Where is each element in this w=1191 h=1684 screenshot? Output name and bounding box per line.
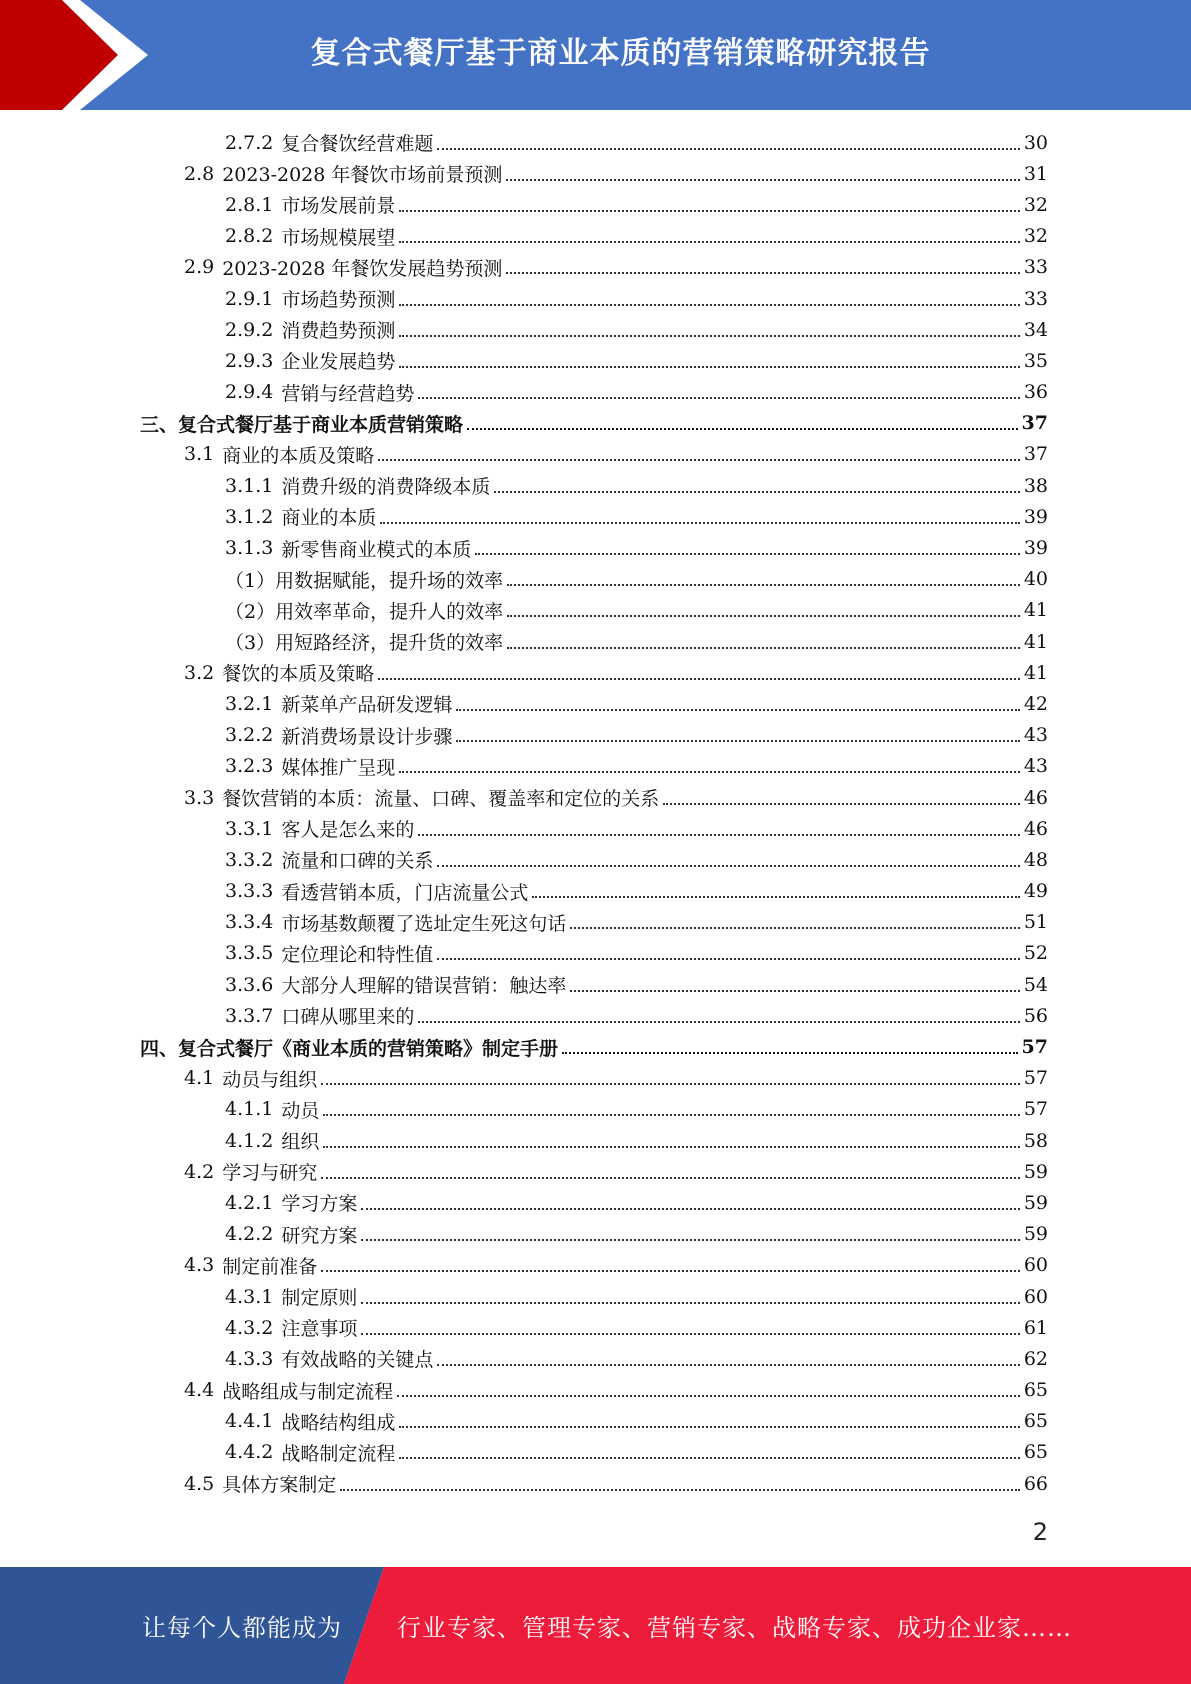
toc-entry[interactable] (140, 158, 1048, 189)
toc-entry-page: 39 (1023, 537, 1048, 560)
toc-entry-page: 34 (1023, 318, 1048, 341)
toc-dot-leader (399, 771, 1019, 773)
toc-entry-number: 3.3.3 (225, 880, 274, 903)
toc-entry-number: 2.8.1 (225, 193, 274, 216)
toc-entry-title: 市场基数颠覆了选址定生死这句话 (281, 912, 567, 935)
toc-entry-title: 动员 (281, 1099, 320, 1122)
toc-dot-leader (399, 241, 1019, 243)
toc-entry-page: 33 (1023, 256, 1048, 279)
toc-entry-number: 4.3.1 (225, 1285, 274, 1308)
toc-dot-leader (507, 584, 1020, 586)
toc-entry[interactable] (140, 751, 1048, 782)
toc-entry[interactable] (140, 1312, 1048, 1343)
toc-entry-title: 新零售商业模式的本质 (281, 538, 472, 561)
toc-entry-title: 战略制定流程 (281, 1442, 396, 1465)
toc-entry-number: 4.2.2 (225, 1223, 274, 1246)
toc-entry[interactable] (140, 720, 1048, 751)
toc-entry-title: 企业发展趋势 (281, 351, 396, 374)
footer-slogan-left: 让每个人都能成为 (142, 1614, 342, 1642)
toc-entry-number: 3.1.2 (225, 505, 274, 528)
toc-dot-leader (663, 803, 1020, 805)
toc-entry[interactable] (140, 439, 1048, 470)
toc-entry[interactable] (140, 595, 1048, 626)
toc-entry-title: 客人是怎么来的 (281, 819, 415, 842)
toc-dot-leader (378, 459, 1020, 461)
toc-dot-leader (418, 834, 1019, 836)
toc-entry[interactable] (140, 626, 1048, 657)
toc-entry[interactable] (140, 1125, 1048, 1156)
toc-entry[interactable] (140, 189, 1048, 220)
toc-entry[interactable] (140, 345, 1048, 376)
toc-entry-page: 65 (1023, 1379, 1048, 1402)
toc-entry-title: 研究方案 (281, 1224, 358, 1247)
toc-dot-leader (418, 397, 1019, 399)
toc-entry[interactable] (140, 938, 1048, 969)
toc-entry-title: 学习方案 (281, 1193, 358, 1216)
toc-dot-leader (397, 1395, 1020, 1397)
toc-entry[interactable] (140, 1187, 1048, 1218)
toc-entry-page: 40 (1023, 568, 1048, 591)
toc-entry-title: 2023-2028 年餐饮市场前景预测 (222, 164, 503, 187)
toc-entry-number: 3.2.2 (225, 724, 274, 747)
page-header (0, 0, 1191, 110)
toc-entry-title: 有效战略的关键点 (281, 1349, 434, 1372)
toc-entry-title: 制定前准备 (222, 1255, 318, 1278)
toc-entry-number: 4.2.1 (225, 1191, 274, 1214)
toc-dot-leader (467, 428, 1018, 430)
toc-entry-page: 48 (1023, 848, 1048, 871)
toc-entry-page: 62 (1023, 1347, 1048, 1370)
toc-entry-page: 65 (1023, 1441, 1048, 1464)
toc-entry[interactable] (140, 1281, 1048, 1312)
toc-entry-number: 4.3.2 (225, 1316, 274, 1339)
toc-entry[interactable] (140, 127, 1048, 158)
toc-entry-title: 市场规模展望 (281, 226, 396, 249)
toc-dot-leader (378, 678, 1020, 680)
toc-entry-title: 消费趋势预测 (281, 320, 396, 343)
toc-entry-page: 58 (1023, 1129, 1048, 1152)
toc-entry[interactable] (140, 1156, 1048, 1187)
toc-entry[interactable] (140, 688, 1048, 719)
toc-entry-title: 营销与经营趋势 (281, 382, 415, 405)
toc-entry-number: 4.1 (184, 1067, 215, 1090)
toc-dot-leader (399, 210, 1019, 212)
toc-entry-number: 3.3 (184, 786, 215, 809)
toc-entry-title: 市场趋势预测 (281, 289, 396, 312)
toc-entry-number: 2.7.2 (225, 131, 274, 154)
toc-entry-number: 4.1.1 (225, 1098, 274, 1121)
toc-entry-title: 战略结构组成 (281, 1411, 396, 1434)
toc-entry-page: 66 (1023, 1472, 1048, 1495)
toc-entry-page: 41 (1023, 661, 1048, 684)
toc-entry-title: 组织 (281, 1131, 320, 1154)
toc-entry[interactable] (140, 969, 1048, 1000)
toc-entry[interactable] (140, 1063, 1048, 1094)
toc-dot-leader (570, 927, 1019, 929)
toc-entry-page: 33 (1023, 287, 1048, 310)
toc-entry-title: 用效率革命，提升人的效率 (275, 600, 504, 623)
toc-entry[interactable] (140, 844, 1048, 875)
toc-entry[interactable] (140, 470, 1048, 501)
toc-entry[interactable] (140, 782, 1048, 813)
toc-dot-leader (506, 179, 1019, 181)
toc-entry-title: 用短路经济，提升货的效率 (275, 632, 504, 655)
toc-entry-page: 60 (1023, 1254, 1048, 1277)
page-number: 2 (1032, 1518, 1048, 1546)
toc-entry-page: 38 (1023, 474, 1048, 497)
toc-entry-title: 看透营销本质，门店流量公式 (281, 881, 529, 904)
toc-dot-leader (399, 1426, 1019, 1428)
toc-entry-page: 32 (1023, 225, 1048, 248)
toc-entry-title: 消费升级的消费降级本质 (281, 476, 491, 499)
toc-entry[interactable] (140, 1375, 1048, 1406)
toc-entry[interactable] (140, 813, 1048, 844)
toc-entry-number: 2.9 (184, 256, 215, 279)
toc-dot-leader (494, 491, 1019, 493)
toc-entry-number: 3.3.2 (225, 848, 274, 871)
toc-dot-leader (507, 615, 1020, 617)
toc-entry[interactable] (140, 1468, 1048, 1499)
toc-entry[interactable] (140, 907, 1048, 938)
toc-entry-number: （3） (225, 632, 276, 655)
toc-entry[interactable] (140, 252, 1048, 283)
toc-entry-title: 战略组成与制定流程 (222, 1380, 394, 1403)
toc-entry-number: 4.2 (184, 1160, 215, 1183)
toc-entry[interactable] (140, 377, 1048, 408)
toc-dot-leader (361, 1302, 1019, 1304)
toc-entry-page: 49 (1023, 880, 1048, 903)
toc-dot-leader (506, 272, 1019, 274)
toc-entry-title: 餐饮营销的本质：流量、口碑、覆盖率和定位的关系 (222, 788, 660, 811)
toc-entry-number: 3.3.6 (225, 973, 274, 996)
toc-entry-page: 31 (1023, 162, 1048, 185)
toc-entry-number: 2.9.2 (225, 318, 274, 341)
toc-entry-title: 制定原则 (281, 1287, 358, 1310)
toc-entry-number: 三、 (140, 413, 179, 436)
toc-entry-page: 52 (1023, 942, 1048, 965)
toc-entry-page: 51 (1023, 911, 1048, 934)
toc-entry-number: 4.4 (184, 1379, 215, 1402)
toc-dot-leader (361, 1239, 1019, 1241)
toc-entry-title: 商业的本质 (281, 507, 377, 530)
toc-entry-title: 复合餐饮经营难题 (281, 133, 434, 156)
toc-dot-leader (437, 148, 1019, 150)
toc-entry[interactable] (140, 283, 1048, 314)
toc-entry[interactable] (140, 501, 1048, 532)
toc-entry[interactable] (140, 1219, 1048, 1250)
toc-entry[interactable] (140, 1437, 1048, 1468)
toc-entry-page: 60 (1023, 1285, 1048, 1308)
toc-entry-number: （1） (225, 569, 276, 592)
toc-entry-title: 学习与研究 (222, 1162, 318, 1185)
toc-entry-title: 复合式餐厅基于商业本质营销策略 (178, 413, 464, 436)
toc-entry-number: 2.8.2 (225, 225, 274, 248)
toc-entry-page: 37 (1021, 412, 1048, 435)
toc-entry[interactable] (140, 564, 1048, 595)
toc-entry-number: 3.3.4 (225, 911, 274, 934)
toc-dot-leader (437, 865, 1019, 867)
toc-entry-page: 30 (1023, 131, 1048, 154)
toc-entry-page: 65 (1023, 1410, 1048, 1433)
toc-entry-page: 43 (1023, 755, 1048, 778)
toc-entry[interactable] (140, 657, 1048, 688)
toc-entry-page: 42 (1023, 692, 1048, 715)
toc-dot-leader (399, 335, 1019, 337)
toc-entry-page: 46 (1023, 817, 1048, 840)
toc-dot-leader (437, 958, 1019, 960)
toc-entry[interactable] (140, 1031, 1048, 1062)
toc-entry-number: 3.2 (184, 661, 215, 684)
toc-entry-page: 57 (1021, 1036, 1048, 1059)
toc-dot-leader (361, 1208, 1019, 1210)
toc-entry-number: 4.3 (184, 1254, 215, 1277)
toc-entry-number: 3.1.1 (225, 474, 274, 497)
toc-dot-leader (361, 1333, 1019, 1335)
toc-entry-number: 2.9.4 (225, 381, 274, 404)
toc-entry-page: 39 (1023, 505, 1048, 528)
toc-entry-number: 3.3.5 (225, 942, 274, 965)
toc-entry-number: 4.3.3 (225, 1347, 274, 1370)
toc-entry-page: 43 (1023, 724, 1048, 747)
toc-entry-number: 3.3.1 (225, 817, 274, 840)
toc-entry[interactable] (140, 1250, 1048, 1281)
toc-entry-title: 注意事项 (281, 1318, 358, 1341)
toc-entry-page: 59 (1023, 1191, 1048, 1214)
toc-entry-page: 46 (1023, 786, 1048, 809)
toc-entry[interactable] (140, 314, 1048, 345)
toc-dot-leader (475, 553, 1019, 555)
toc-dot-leader (321, 1083, 1020, 1085)
toc-entry-number: 4.4.2 (225, 1441, 274, 1464)
toc-dot-leader (323, 1114, 1019, 1116)
toc-entry-number: 四、 (140, 1037, 179, 1060)
toc-dot-leader (321, 1177, 1020, 1179)
table-of-contents (140, 127, 1048, 1499)
toc-entry-title: 大部分人理解的错误营销：触达率 (281, 975, 567, 998)
toc-dot-leader (532, 896, 1019, 898)
toc-dot-leader (321, 1270, 1020, 1272)
page-footer (0, 1567, 1191, 1684)
toc-entry-page: 57 (1023, 1098, 1048, 1121)
toc-dot-leader (418, 1021, 1019, 1023)
toc-entry-number: 3.2.1 (225, 692, 274, 715)
toc-entry-page: 57 (1023, 1067, 1048, 1090)
toc-entry-title: 市场发展前景 (281, 195, 396, 218)
toc-entry-page: 59 (1023, 1160, 1048, 1183)
toc-entry-number: 4.5 (184, 1472, 215, 1495)
toc-dot-leader (399, 304, 1019, 306)
toc-entry-number: 3.3.7 (225, 1004, 274, 1027)
toc-dot-leader (323, 1146, 1019, 1148)
toc-entry-number: 2.9.3 (225, 349, 274, 372)
toc-entry-title: 复合式餐厅《商业本质的营销策略》制定手册 (178, 1037, 559, 1060)
footer-slogan-right: 行业专家、管理专家、营销专家、战略专家、成功企业家…… (397, 1614, 1072, 1642)
toc-entry[interactable] (140, 1000, 1048, 1031)
toc-entry-title: 餐饮的本质及策略 (222, 663, 375, 686)
toc-entry-number: 3.1 (184, 443, 215, 466)
toc-entry-page: 35 (1023, 349, 1048, 372)
toc-dot-leader (399, 366, 1019, 368)
toc-entry-title: 具体方案制定 (222, 1474, 337, 1497)
toc-entry-number: 4.4.1 (225, 1410, 274, 1433)
toc-entry[interactable] (140, 1094, 1048, 1125)
toc-dot-leader (399, 1457, 1019, 1459)
toc-dot-leader (340, 1489, 1020, 1491)
toc-entry-page: 59 (1023, 1223, 1048, 1246)
toc-entry-title: 商业的本质及策略 (222, 444, 375, 467)
toc-entry-page: 54 (1023, 973, 1048, 996)
toc-entry-title: 用数据赋能，提升场的效率 (275, 569, 504, 592)
red-arrow-icon (0, 0, 160, 110)
toc-entry-page: 36 (1023, 381, 1048, 404)
toc-entry-number: 4.1.2 (225, 1129, 274, 1152)
toc-entry-title: 动员与组织 (222, 1068, 318, 1091)
toc-dot-leader (380, 522, 1019, 524)
toc-dot-leader (456, 740, 1019, 742)
document-title: 复合式餐厅基于商业本质的营销策略研究报告 (310, 36, 931, 71)
toc-entry[interactable] (140, 408, 1048, 439)
toc-entry-page: 37 (1023, 443, 1048, 466)
toc-entry-number: 3.2.3 (225, 755, 274, 778)
toc-entry[interactable] (140, 532, 1048, 563)
toc-dot-leader (562, 1052, 1018, 1054)
toc-entry-page: 32 (1023, 193, 1048, 216)
toc-entry-number: （2） (225, 600, 276, 623)
toc-entry[interactable] (140, 221, 1048, 252)
toc-dot-leader (507, 647, 1020, 649)
toc-entry-page: 41 (1023, 630, 1048, 653)
toc-entry-number: 2.8 (184, 162, 215, 185)
toc-entry-page: 61 (1023, 1316, 1048, 1339)
toc-entry-title: 口碑从哪里来的 (281, 1006, 415, 1029)
toc-entry-title: 新菜单产品研发逻辑 (281, 694, 453, 717)
toc-entry-number: 2.9.1 (225, 287, 274, 310)
toc-entry-page: 56 (1023, 1004, 1048, 1027)
toc-entry-title: 2023-2028 年餐饮发展趋势预测 (222, 257, 503, 280)
toc-entry[interactable] (140, 876, 1048, 907)
toc-dot-leader (456, 709, 1019, 711)
toc-dot-leader (437, 1364, 1019, 1366)
toc-entry-title: 定位理论和特性值 (281, 943, 434, 966)
toc-entry-number: 3.1.3 (225, 537, 274, 560)
toc-entry-title: 媒体推广呈现 (281, 756, 396, 779)
toc-entry-title: 新消费场景设计步骤 (281, 725, 453, 748)
toc-dot-leader (570, 990, 1019, 992)
toc-entry[interactable] (140, 1343, 1048, 1374)
toc-entry-page: 41 (1023, 599, 1048, 622)
toc-entry-title: 流量和口碑的关系 (281, 850, 434, 873)
toc-entry[interactable] (140, 1406, 1048, 1437)
